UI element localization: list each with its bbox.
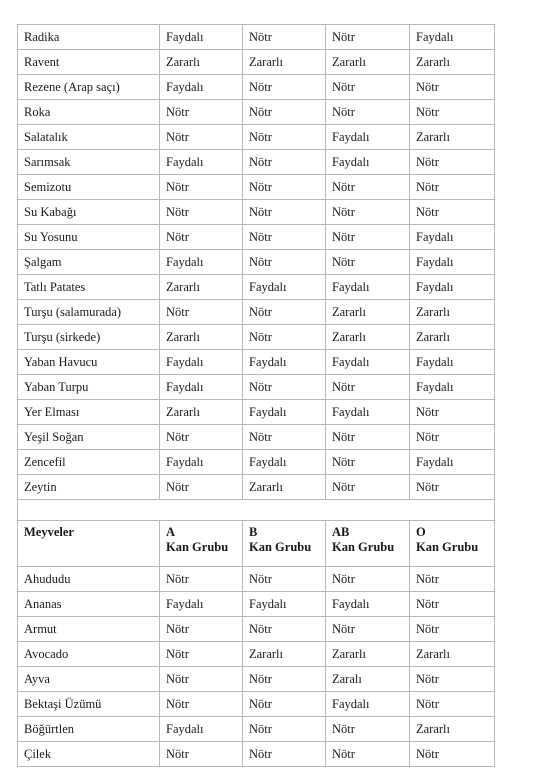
- b-cell: Nötr: [243, 667, 326, 692]
- o-cell: Zararlı: [410, 642, 495, 667]
- vegetable-row: [18, 25, 495, 50]
- o-cell: Nötr: [410, 150, 495, 175]
- food-name-cell: Su Kabağı: [18, 200, 160, 225]
- fruit-section-title: Meyveler: [18, 521, 160, 567]
- o-cell: Nötr: [410, 742, 495, 767]
- spacer-row: [18, 500, 495, 521]
- b-cell: Faydalı: [243, 450, 326, 475]
- food-name-cell: Çilek: [18, 742, 160, 767]
- b-cell: Faydalı: [243, 350, 326, 375]
- a-cell: Faydalı: [160, 375, 243, 400]
- food-name-cell: Turşu (sirkede): [18, 325, 160, 350]
- vegetable-row: [18, 250, 495, 275]
- a-cell: Nötr: [160, 667, 243, 692]
- a-cell: Nötr: [160, 100, 243, 125]
- o-cell: Faydalı: [410, 225, 495, 250]
- b-cell: Nötr: [243, 325, 326, 350]
- food-name-cell: Salatalık: [18, 125, 160, 150]
- vegetable-row: [18, 400, 495, 425]
- fruit-row: [18, 667, 495, 692]
- fruit-row: [18, 717, 495, 742]
- header-o-group: O: [416, 525, 426, 539]
- ab-cell: Faydalı: [326, 592, 410, 617]
- fruit-header-row: [18, 521, 495, 567]
- o-cell: Nötr: [410, 475, 495, 500]
- b-cell: Nötr: [243, 100, 326, 125]
- header-a: [160, 521, 243, 567]
- a-cell: Nötr: [160, 425, 243, 450]
- o-cell: Nötr: [410, 200, 495, 225]
- o-cell: Nötr: [410, 425, 495, 450]
- header-b-label: Kan Grubu: [249, 540, 312, 554]
- o-cell: Faydalı: [410, 350, 495, 375]
- a-cell: Zararlı: [160, 275, 243, 300]
- a-cell: Nötr: [160, 642, 243, 667]
- a-cell: Faydalı: [160, 350, 243, 375]
- ab-cell: Zaralı: [326, 667, 410, 692]
- vegetable-row: [18, 100, 495, 125]
- food-name-cell: Avocado: [18, 642, 160, 667]
- ab-cell: Nötr: [326, 225, 410, 250]
- food-name-cell: Yaban Turpu: [18, 375, 160, 400]
- a-cell: Nötr: [160, 475, 243, 500]
- o-cell: Nötr: [410, 100, 495, 125]
- food-name-cell: Bektaşi Üzümü: [18, 692, 160, 717]
- header-ab-label: Kan Grubu: [332, 540, 395, 554]
- blood-type-food-table: [17, 24, 495, 767]
- o-cell: Faydalı: [410, 275, 495, 300]
- a-cell: Nötr: [160, 742, 243, 767]
- ab-cell: Nötr: [326, 100, 410, 125]
- food-name-cell: Zeytin: [18, 475, 160, 500]
- o-cell: Zararlı: [410, 300, 495, 325]
- o-cell: Faydalı: [410, 375, 495, 400]
- header-o-label: Kan Grubu: [416, 540, 479, 554]
- vegetable-row: [18, 275, 495, 300]
- a-cell: Faydalı: [160, 592, 243, 617]
- vegetable-row: [18, 450, 495, 475]
- food-name-cell: Zencefil: [18, 450, 160, 475]
- food-name-cell: Yer Elması: [18, 400, 160, 425]
- a-cell: Nötr: [160, 692, 243, 717]
- food-name-cell: Yeşil Soğan: [18, 425, 160, 450]
- food-name-cell: Su Yosunu: [18, 225, 160, 250]
- b-cell: Faydalı: [243, 592, 326, 617]
- ab-cell: Faydalı: [326, 125, 410, 150]
- b-cell: Faydalı: [243, 400, 326, 425]
- ab-cell: Nötr: [326, 250, 410, 275]
- food-name-cell: Rezene (Arap saçı): [18, 75, 160, 100]
- fruit-row: [18, 642, 495, 667]
- o-cell: Zararlı: [410, 50, 495, 75]
- a-cell: Nötr: [160, 300, 243, 325]
- ab-cell: Nötr: [326, 425, 410, 450]
- header-ab-group: AB: [332, 525, 350, 539]
- vegetable-rows: [18, 25, 495, 500]
- o-cell: Zararlı: [410, 717, 495, 742]
- b-cell: Nötr: [243, 175, 326, 200]
- b-cell: Nötr: [243, 150, 326, 175]
- b-cell: Nötr: [243, 300, 326, 325]
- o-cell: Zararlı: [410, 125, 495, 150]
- a-cell: Nötr: [160, 200, 243, 225]
- a-cell: Faydalı: [160, 250, 243, 275]
- a-cell: Faydalı: [160, 150, 243, 175]
- o-cell: Nötr: [410, 617, 495, 642]
- vegetable-row: [18, 350, 495, 375]
- vegetable-row: [18, 475, 495, 500]
- a-cell: Nötr: [160, 175, 243, 200]
- b-cell: Nötr: [243, 125, 326, 150]
- ab-cell: Faydalı: [326, 150, 410, 175]
- header-b: [243, 521, 326, 567]
- o-cell: Faydalı: [410, 450, 495, 475]
- fruit-row: [18, 592, 495, 617]
- b-cell: Nötr: [243, 717, 326, 742]
- vegetable-row: [18, 425, 495, 450]
- ab-cell: Nötr: [326, 75, 410, 100]
- fruit-row: [18, 692, 495, 717]
- food-name-cell: Tatlı Patates: [18, 275, 160, 300]
- b-cell: Nötr: [243, 692, 326, 717]
- o-cell: Nötr: [410, 567, 495, 592]
- fruit-row: [18, 567, 495, 592]
- header-b-group: B: [249, 525, 258, 539]
- ab-cell: Nötr: [326, 25, 410, 50]
- vegetable-row: [18, 225, 495, 250]
- vegetable-row: [18, 75, 495, 100]
- a-cell: Faydalı: [160, 25, 243, 50]
- b-cell: Nötr: [243, 425, 326, 450]
- food-name-cell: Ananas: [18, 592, 160, 617]
- a-cell: Faydalı: [160, 75, 243, 100]
- food-name-cell: Ahududu: [18, 567, 160, 592]
- vegetable-row: [18, 300, 495, 325]
- o-cell: Nötr: [410, 75, 495, 100]
- b-cell: Nötr: [243, 225, 326, 250]
- vegetable-row: [18, 125, 495, 150]
- a-cell: Faydalı: [160, 450, 243, 475]
- ab-cell: Nötr: [326, 375, 410, 400]
- food-name-cell: Turşu (salamurada): [18, 300, 160, 325]
- ab-cell: Nötr: [326, 475, 410, 500]
- a-cell: Nötr: [160, 125, 243, 150]
- ab-cell: Nötr: [326, 617, 410, 642]
- vegetable-row: [18, 200, 495, 225]
- ab-cell: Nötr: [326, 200, 410, 225]
- food-name-cell: Yaban Havucu: [18, 350, 160, 375]
- o-cell: Nötr: [410, 692, 495, 717]
- b-cell: Nötr: [243, 567, 326, 592]
- vegetable-row: [18, 50, 495, 75]
- o-cell: Nötr: [410, 175, 495, 200]
- b-cell: Zararlı: [243, 642, 326, 667]
- b-cell: Nötr: [243, 617, 326, 642]
- food-name-cell: Semizotu: [18, 175, 160, 200]
- ab-cell: Faydalı: [326, 275, 410, 300]
- a-cell: Nötr: [160, 567, 243, 592]
- o-cell: Zararlı: [410, 325, 495, 350]
- ab-cell: Faydalı: [326, 350, 410, 375]
- food-name-cell: Ravent: [18, 50, 160, 75]
- b-cell: Nötr: [243, 200, 326, 225]
- a-cell: Zararlı: [160, 325, 243, 350]
- food-name-cell: Roka: [18, 100, 160, 125]
- o-cell: Nötr: [410, 400, 495, 425]
- vegetable-row: [18, 375, 495, 400]
- header-a-label: Kan Grubu: [166, 540, 229, 554]
- ab-cell: Faydalı: [326, 692, 410, 717]
- b-cell: Nötr: [243, 250, 326, 275]
- ab-cell: Faydalı: [326, 400, 410, 425]
- ab-cell: Nötr: [326, 175, 410, 200]
- ab-cell: Nötr: [326, 567, 410, 592]
- food-name-cell: Sarımsak: [18, 150, 160, 175]
- b-cell: Nötr: [243, 375, 326, 400]
- header-o: [410, 521, 495, 567]
- b-cell: Zararlı: [243, 50, 326, 75]
- o-cell: Nötr: [410, 592, 495, 617]
- b-cell: Zararlı: [243, 475, 326, 500]
- header-ab: [326, 521, 410, 567]
- fruit-header: [18, 521, 495, 567]
- a-cell: Zararlı: [160, 50, 243, 75]
- food-name-cell: Armut: [18, 617, 160, 642]
- b-cell: Faydalı: [243, 275, 326, 300]
- vegetable-row: [18, 150, 495, 175]
- ab-cell: Zararlı: [326, 325, 410, 350]
- ab-cell: Nötr: [326, 450, 410, 475]
- ab-cell: Nötr: [326, 742, 410, 767]
- food-name-cell: Ayva: [18, 667, 160, 692]
- a-cell: Nötr: [160, 225, 243, 250]
- b-cell: Nötr: [243, 75, 326, 100]
- o-cell: Faydalı: [410, 25, 495, 50]
- food-name-cell: Böğürtlen: [18, 717, 160, 742]
- a-cell: Faydalı: [160, 717, 243, 742]
- a-cell: Nötr: [160, 617, 243, 642]
- food-name-cell: Radika: [18, 25, 160, 50]
- spacer-cell: [18, 500, 495, 521]
- fruit-row: [18, 617, 495, 642]
- food-name-cell: Şalgam: [18, 250, 160, 275]
- o-cell: Faydalı: [410, 250, 495, 275]
- ab-cell: Nötr: [326, 717, 410, 742]
- ab-cell: Zararlı: [326, 300, 410, 325]
- header-a-group: A: [166, 525, 176, 539]
- ab-cell: Zararlı: [326, 642, 410, 667]
- ab-cell: Zararlı: [326, 50, 410, 75]
- vegetable-row: [18, 325, 495, 350]
- b-cell: Nötr: [243, 25, 326, 50]
- vegetable-row: [18, 175, 495, 200]
- fruit-rows: [18, 567, 495, 767]
- fruit-row: [18, 742, 495, 767]
- section-spacer: [18, 500, 495, 521]
- o-cell: Nötr: [410, 667, 495, 692]
- a-cell: Zararlı: [160, 400, 243, 425]
- b-cell: Nötr: [243, 742, 326, 767]
